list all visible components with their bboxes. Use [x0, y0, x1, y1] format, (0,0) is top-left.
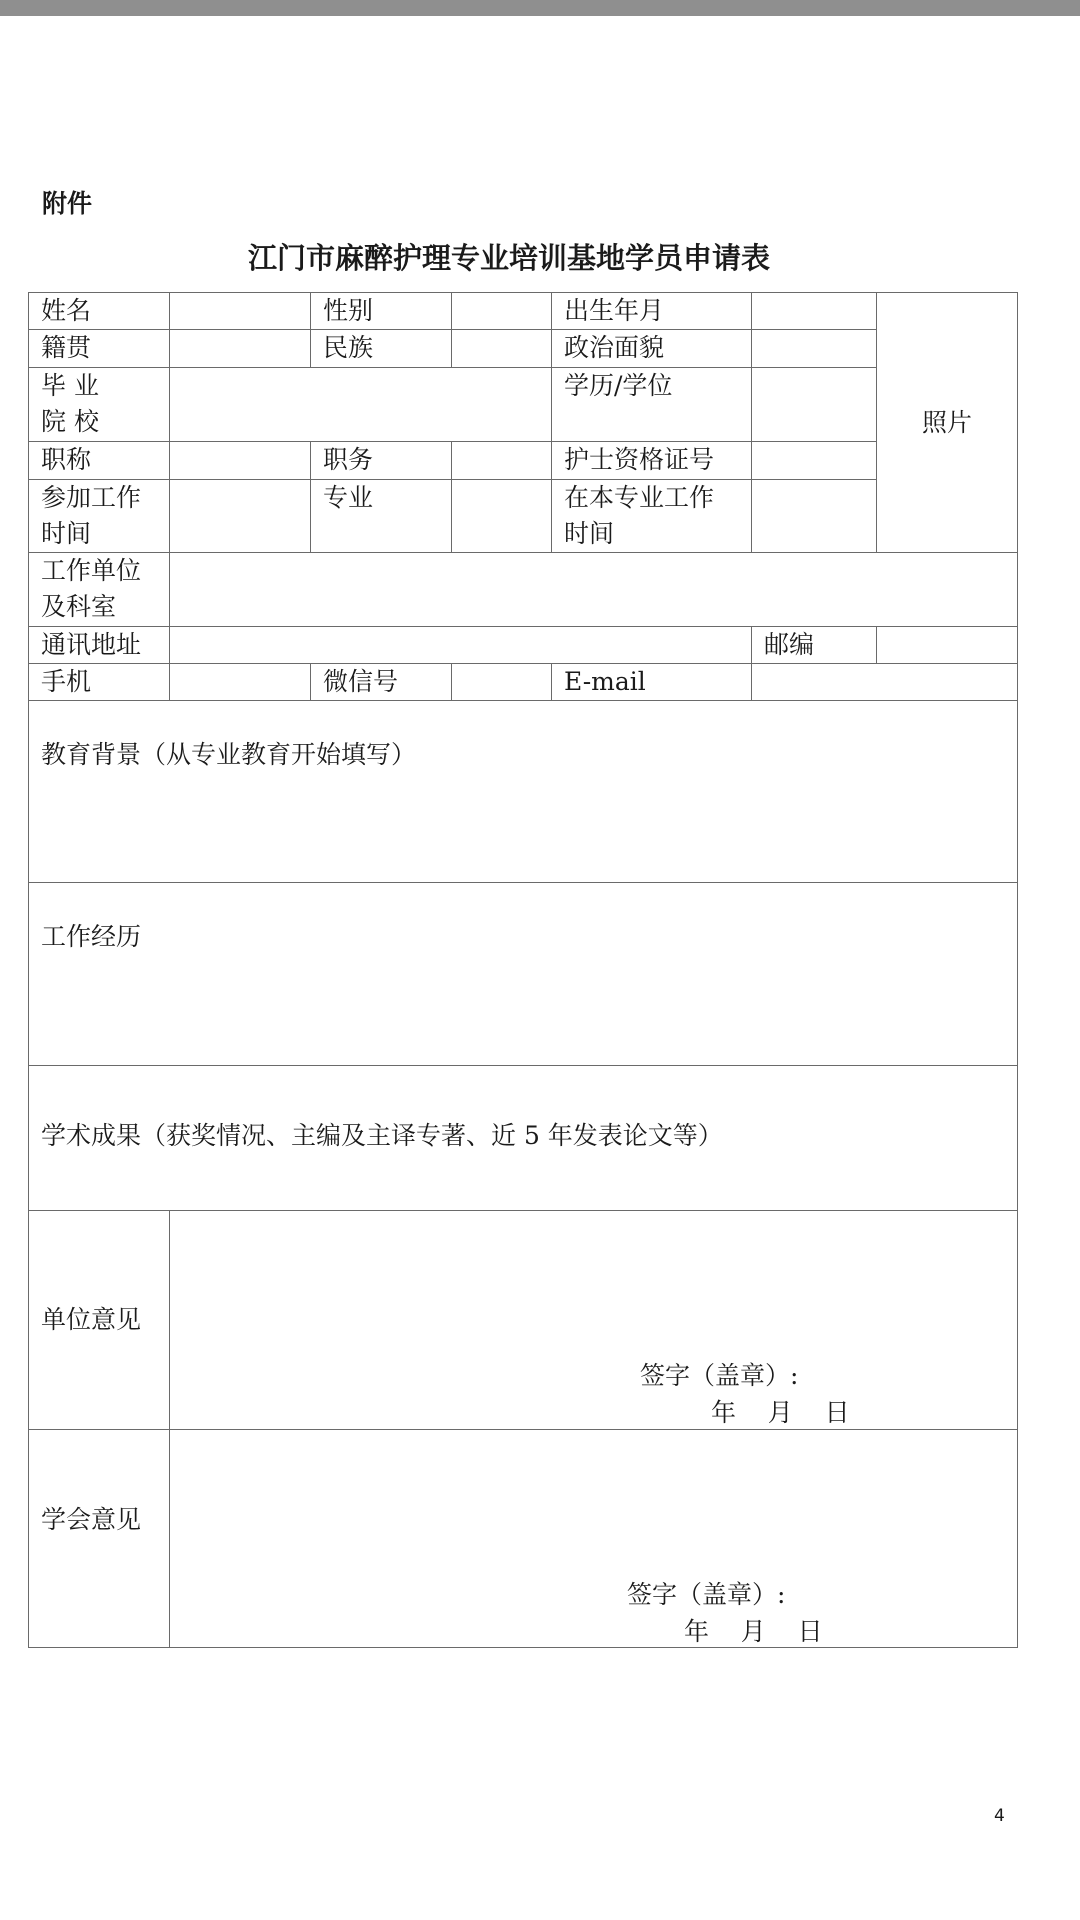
- degree-field[interactable]: [752, 368, 877, 442]
- postcode-field[interactable]: [877, 627, 1018, 664]
- label-years-in-major: 在本专业工作 时间: [552, 480, 752, 553]
- association-signature-label: 签字（盖章）:: [627, 1580, 786, 1609]
- label-education: 教育背景（从专业教育开始填写）: [41, 740, 417, 769]
- label-birth: 出生年月: [552, 292, 752, 330]
- nurse-cert-no-field[interactable]: [752, 442, 877, 480]
- academic-section[interactable]: [28, 1066, 1018, 1211]
- label-mobile: 手机: [28, 664, 170, 701]
- association-date-label: 年 月 日: [684, 1617, 823, 1646]
- graduate-school-field[interactable]: [170, 368, 552, 442]
- label-unit-opinion: [28, 1211, 170, 1430]
- association-opinion-label: 学会意见: [41, 1505, 142, 1534]
- title-rank-field[interactable]: [170, 442, 311, 480]
- work-experience-section[interactable]: [28, 883, 1018, 1066]
- position-field[interactable]: [452, 442, 552, 480]
- attachment-label: 附件: [42, 189, 93, 218]
- label-graduate-school: 毕 业 院 校: [28, 368, 170, 442]
- label-native-place: 籍贯: [28, 330, 170, 368]
- label-political-status: 政治面貌: [552, 330, 752, 368]
- address-field[interactable]: [170, 627, 752, 664]
- label-work-unit: 工作单位 及科室: [28, 553, 170, 627]
- label-title-rank: 职称: [28, 442, 170, 480]
- birth-field[interactable]: [752, 292, 877, 330]
- wechat-field[interactable]: [452, 664, 552, 701]
- page-number: 4: [994, 1806, 1005, 1826]
- work-start-time-field[interactable]: [170, 480, 311, 553]
- label-address: 通讯地址: [28, 627, 170, 664]
- ethnicity-field[interactable]: [452, 330, 552, 368]
- work-unit-field[interactable]: [170, 553, 1018, 627]
- label-email: E-mail: [552, 664, 752, 701]
- label-academic: 学术成果（获奖情况、主编及主译专著、近 5 年发表论文等）: [41, 1121, 723, 1150]
- photo-label: 照片: [921, 407, 972, 437]
- unit-opinion-field[interactable]: [170, 1211, 1018, 1430]
- label-name: 姓名: [28, 292, 170, 330]
- political-status-field[interactable]: [752, 330, 877, 368]
- association-opinion-field[interactable]: [170, 1430, 1018, 1648]
- name-field[interactable]: [170, 292, 311, 330]
- unit-opinion-label: 单位意见: [41, 1305, 142, 1334]
- gender-field[interactable]: [452, 292, 552, 330]
- mobile-field[interactable]: [170, 664, 311, 701]
- label-gender: 性别: [311, 292, 452, 330]
- unit-date-label: 年 月 日: [711, 1398, 850, 1427]
- label-nurse-cert-no: 护士资格证号: [552, 442, 752, 480]
- label-postcode: 邮编: [752, 627, 877, 664]
- label-degree: 学历/学位: [552, 368, 752, 442]
- native-place-field[interactable]: [170, 330, 311, 368]
- label-position: 职务: [311, 442, 452, 480]
- unit-signature-label: 签字（盖章）:: [640, 1361, 799, 1390]
- label-work-experience: 工作经历: [41, 922, 142, 951]
- label-work-start-time: 参加工作 时间: [28, 480, 170, 553]
- education-section[interactable]: [28, 701, 1018, 883]
- page-title: 江门市麻醉护理专业培训基地学员申请表: [247, 241, 770, 275]
- photo-box[interactable]: [877, 292, 1018, 553]
- major-field[interactable]: [452, 480, 552, 553]
- label-major: 专业: [311, 480, 452, 553]
- years-in-major-field[interactable]: [752, 480, 877, 553]
- label-association-opinion: [28, 1430, 170, 1648]
- label-ethnicity: 民族: [311, 330, 452, 368]
- email-field[interactable]: [752, 664, 1018, 701]
- label-wechat: 微信号: [311, 664, 452, 701]
